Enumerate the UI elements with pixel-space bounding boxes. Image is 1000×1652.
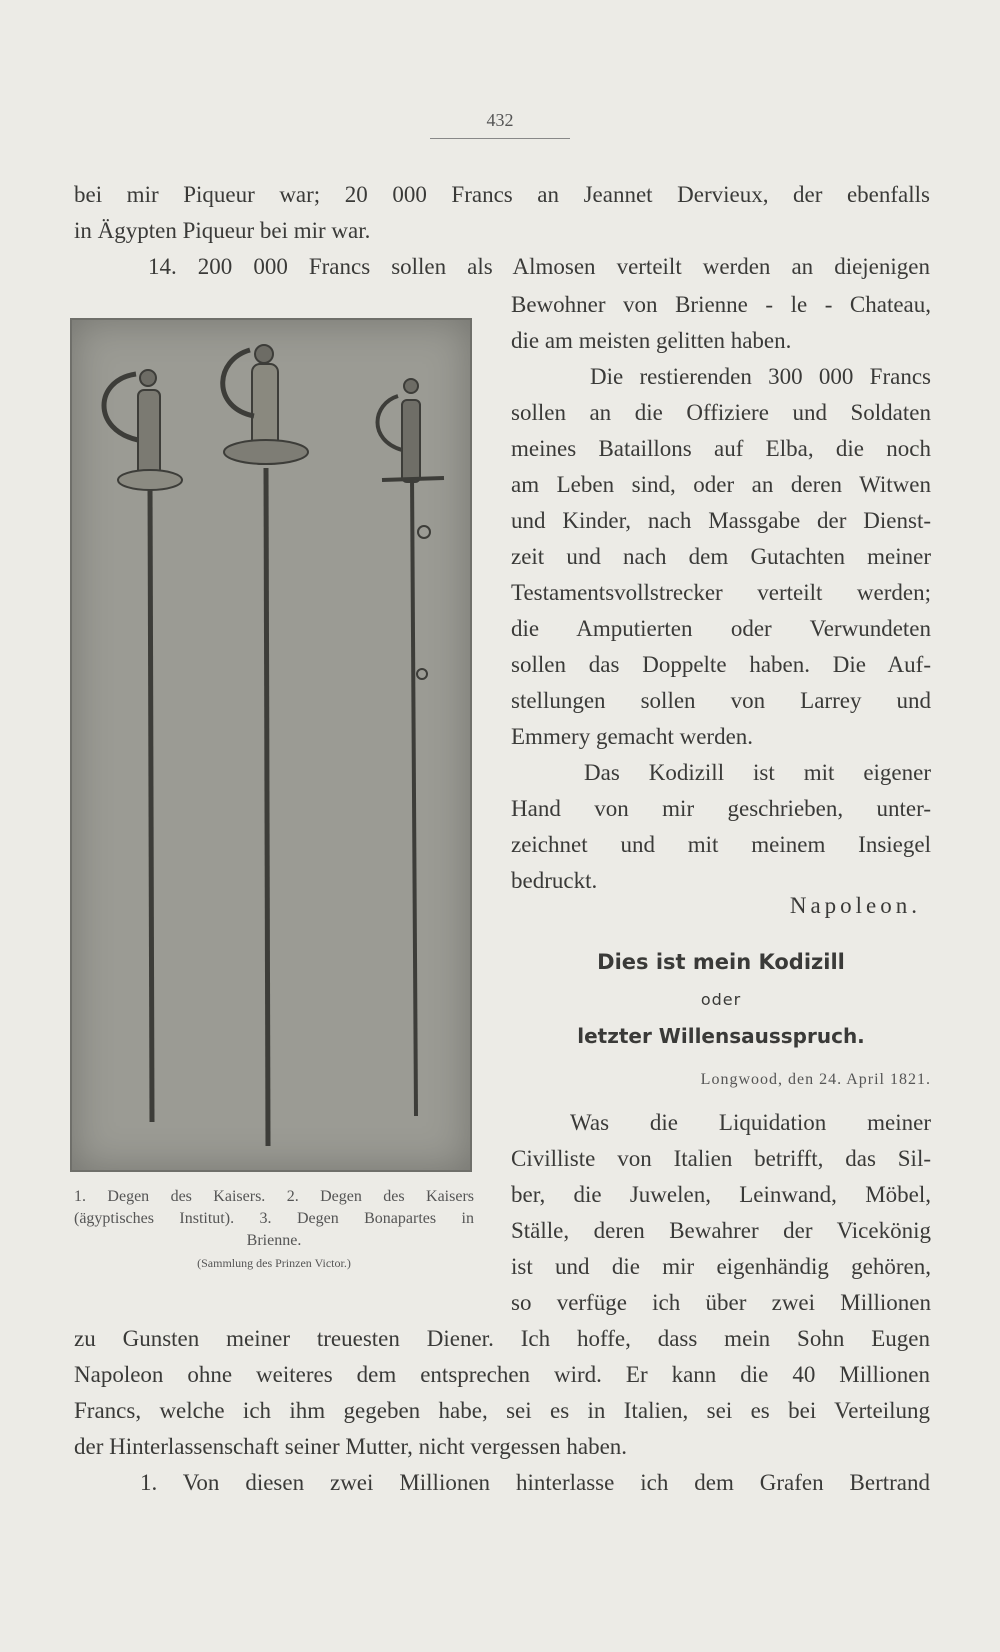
text-line-bottom-1: zu Gunsten meiner treuesten Diener. Ich hoffe, dass mein Sohn Eugen [74,1326,930,1351]
figure-caption [74,1186,474,1252]
text-line-right-9: Testamentsvollstrecker verteilt werden; [511,580,931,605]
text-line-right-15: Hand von mir geschrieben, unter- [511,796,931,821]
page-number: 432 [486,110,514,130]
text-line-right-8: zeit und nach dem Gutachten meiner [511,544,931,569]
text-line-right-10: die Amputierten oder Verwundeten [511,616,931,641]
text-line-right-7: und Kinder, nach Massgabe der Dienst- [511,508,931,533]
page-number-rule [430,138,570,139]
text-line-top-1: bei mir Piqueur war; 20 000 Francs an Jeannet Dervieux, der ebenfalls [74,182,930,207]
signature-napoleon: Napoleon. [789,893,921,918]
text-line-bottom-4: der Hinterlassenschaft seiner Mutter, nicht vergessen haben. [74,1434,628,1459]
text-line-bottom-2: Napoleon ohne weiteres dem entsprechen wird. Er kann die 40 Millionen [74,1362,930,1387]
heading-kodizill: Dies ist mein Kodizill [597,950,845,974]
swords-photograph [70,318,472,1172]
text-line-bottom-5: 1. Von diesen zwei Millionen hinterlasse ich dem Grafen Bertrand [140,1470,930,1495]
text-line-right-11: sollen das Doppelte haben. Die Auf- [511,652,931,677]
caption-line-1: 1. Degen des Kaisers. 2. Degen des Kaisers [74,1188,474,1205]
sword-1-image [104,370,182,1122]
caption-line-2: (ägyptisches Institut). 3. Degen Bonapartes in [74,1210,474,1227]
text-line-right-16: zeichnet und mit meinem Insiegel [511,832,931,857]
dateline: Longwood, den 24. April 1821. [700,1071,931,1088]
sword-3-image [378,379,445,1116]
text-line-right-6: am Leben sind, oder an deren Witwen [511,472,931,497]
text-line-right-14: Das Kodizill ist mit eigener [584,760,931,785]
caption-source: (Sammlung des Prinzen Victor.) [197,1256,351,1270]
sword-2-image [223,345,308,1146]
text-line-right-b3: ber, die Juwelen, Leinwand, Möbel, [511,1182,931,1207]
text-line-right-12: stellungen sollen von Larrey und [511,688,931,713]
text-line-top-3: 14. 200 000 Francs sollen als Almosen verteilt werden an diejenigen [148,254,930,279]
text-line-right-1: Bewohner von Brienne - le - Chateau, [511,292,931,317]
text-line-right-3: Die restierenden 300 000 Francs [590,364,931,389]
text-line-right-b2: Civilliste von Italien betrifft, das Sil- [511,1146,931,1171]
text-line-right-b6: so verfüge ich über zwei Millionen [511,1290,931,1315]
text-line-right-2: die am meisten gelitten haben. [511,328,792,353]
text-line-right-b1: Was die Liquidation meiner [570,1110,931,1135]
swords-illustration [72,320,470,1170]
text-line-right-17: bedruckt. [511,868,598,893]
text-line-right-4: sollen an die Offiziere und Soldaten [511,400,931,425]
text-line-right-13: Emmery gemacht werden. [511,724,754,749]
caption-line-3: Brienne. [246,1232,302,1249]
text-line-right-b5: ist und die mir eigenhändig gehören, [511,1254,931,1279]
heading-oder: oder [700,990,742,1009]
text-line-bottom-3: Francs, welche ich ihm gegeben habe, sei es in Italien, sei es bei Verteilung [74,1398,930,1423]
text-line-right-5: meines Bataillons auf Elba, die noch [511,436,931,461]
text-line-right-b4: Ställe, deren Bewahrer der Vicekönig [511,1218,931,1243]
heading-willensausspruch: letzter Willensausspruch. [577,1024,865,1048]
text-line-top-2: in Ägypten Piqueur bei mir war. [74,218,371,243]
